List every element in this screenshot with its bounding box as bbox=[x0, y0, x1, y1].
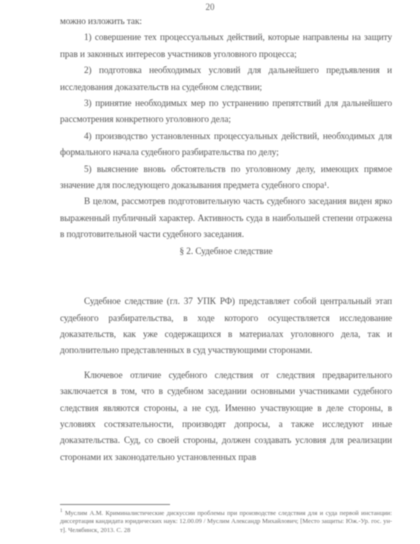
paragraph-intro: можно изложить так: bbox=[60, 16, 142, 26]
paragraph-item-1: 1) совершение тех процессуальных действий, которые направлены на защиту прав и законных интересов участников уголовного процесса; bbox=[60, 32, 392, 59]
section-heading: § 2. Судебное следствие bbox=[179, 245, 273, 256]
heading-spacer bbox=[60, 259, 392, 293]
footnote-separator bbox=[60, 504, 170, 505]
paragraph-item-3: 3) принятие необходимых мер по устранению препятствий для дальнейшего рассмотрения конкретного уголовного дела; bbox=[60, 98, 392, 125]
paragraph-item-2: 2) подготовка необходимых условий для дальнейшего предъявления и исследования доказательств на судебном следствии; bbox=[60, 65, 392, 92]
paragraph-judicial-investigation: Судебное следствие (гл. 37 УПК РФ) представляет собой центральный этап судебного разбирательства, в ходе которого осуществляется исследование доказательств, как уже содержащихся в материалах уголовного дела, так и дополнительно представленных в суд участвующими сторонами. bbox=[60, 296, 392, 356]
body-text bbox=[60, 13, 392, 465]
paragraph-item-5: 5) выяснение вновь обстоятельств по уголовному делу, имеющих прямое значение для последующего доказывания предмета судебного спора¹. bbox=[60, 163, 392, 191]
footnote-text: Муслим А.М. Криминалистические дискуссии проблемы при производстве следствия для и суда первой инстанции: диссертация кандидата юридических наук: 12.00.09 / Муслим Александр Михайлович; [Место защиты: Юж.-Ур. гос. ун-т]. Челябинск, 2013. С. 28 bbox=[60, 510, 392, 534]
paragraph-key-difference: Ключевое отличие судебного следствия от следствия предварительного заключается в том, что в судебном заседании основными участниками судебного следствия являются стороны, а не суд. Именно участвующие в деле стороны, в условиях состязательности, производят допросы, а также исследуют иные доказательства. Суд, со своей стороны, должен создавать условия для реализации сторонами их законодательно установленных прав bbox=[60, 369, 392, 462]
paragraph-item-4: 4) производство установленных процессуальных действий, необходимых для формального начала судебного разбирательства по делу; bbox=[60, 130, 392, 158]
page-number: 20 bbox=[205, 2, 215, 12]
paragraph-spacer bbox=[60, 359, 392, 367]
footnote bbox=[60, 508, 392, 535]
footnote-marker: 1 bbox=[60, 509, 63, 514]
paragraph-conclusion: В целом, рассмотрев подготовительную часть судебного заседания виден ярко выраженный публичный характер. Активность суда в наибольшей степени отражена в подготовительной части судебного заседания. bbox=[60, 196, 392, 240]
